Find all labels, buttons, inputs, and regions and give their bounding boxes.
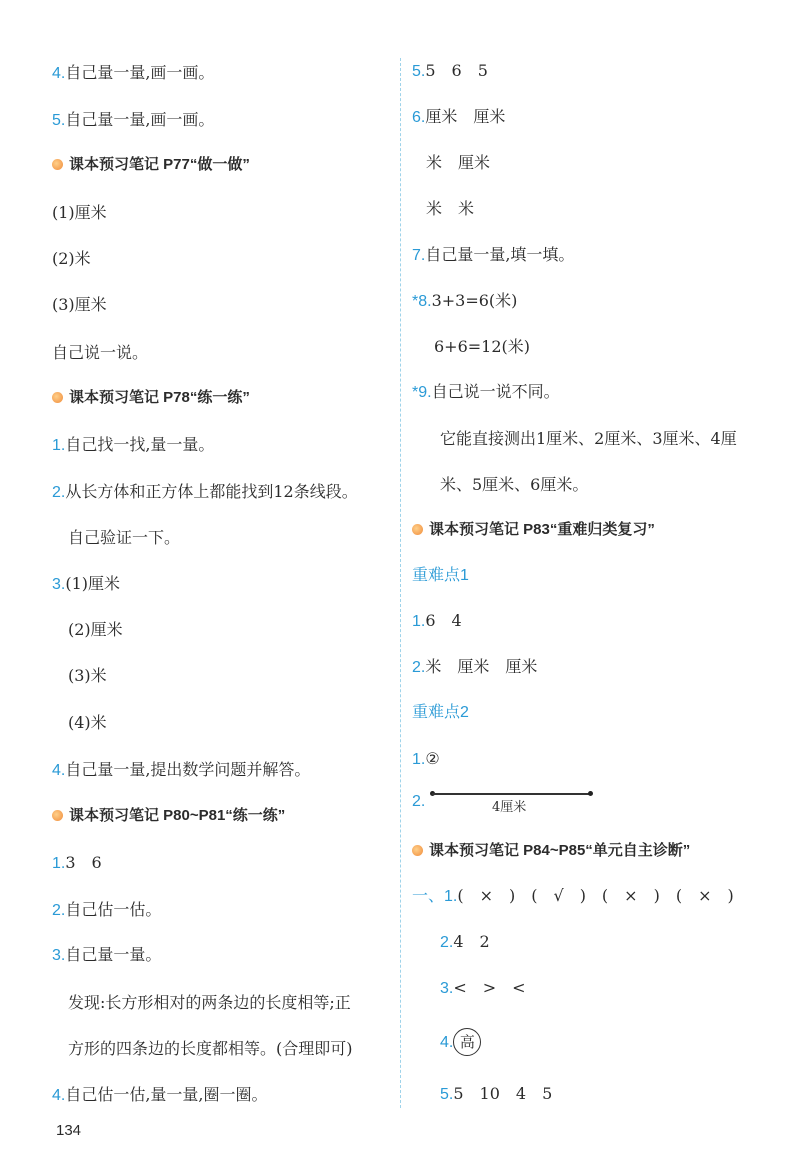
answer-line: 4. 高: [440, 1028, 481, 1056]
answer-line: (3)米: [68, 666, 107, 685]
answer-line: 3.自己量一量。: [52, 945, 162, 964]
answer-line: 7.自己量一量,填一填。: [412, 245, 575, 264]
answer-line: (1)厘米: [52, 203, 107, 222]
answer-line: (2)米: [52, 249, 91, 268]
answer-line: (2)厘米: [68, 620, 123, 639]
answer-line: *9.自己说一说不同。: [412, 382, 560, 401]
sub-heading: 重难点2: [412, 704, 469, 721]
sub-heading: 重难点1: [412, 567, 469, 584]
section-heading: 课本预习笔记 P77“做一做”: [52, 154, 250, 176]
answer-line: 2.米 厘米 厘米: [412, 657, 538, 676]
answer-line: 4.自己量一量,提出数学问题并解答。: [52, 760, 311, 779]
answer-line: 米 厘米: [426, 153, 491, 172]
answer-line: 2.自己估一估。: [52, 900, 162, 919]
bullet-icon: [52, 810, 63, 821]
segment-endpoint: [588, 791, 593, 796]
bullet-icon: [412, 845, 423, 856]
answer-line: 米 米: [426, 199, 475, 218]
answer-line: 发现:长方形相对的两条边的长度相等;正: [68, 993, 351, 1012]
answer-line: 3.< > <: [440, 978, 526, 997]
page-number: 134: [56, 1122, 82, 1139]
answer-line: 3.(1)厘米: [52, 574, 121, 593]
circled-answer: 高: [453, 1028, 481, 1056]
section-heading: 课本预习笔记 P80~P81“练一练”: [52, 805, 285, 827]
answer-line: (4)米: [68, 713, 107, 732]
answer-line: 5.5 6 5: [412, 61, 488, 80]
section-heading: 课本预习笔记 P78“练一练”: [52, 387, 250, 409]
section-heading: 课本预习笔记 P84~P85“单元自主诊断”: [412, 840, 690, 862]
answer-line: 1.6 4: [412, 611, 462, 630]
bullet-icon: [52, 159, 63, 170]
answer-line: 4.自己量一量,画一画。: [52, 63, 215, 82]
answer-line: 它能直接测出1厘米、2厘米、3厘米、4厘: [440, 429, 737, 448]
section-heading: 课本预习笔记 P83“重难归类复习”: [412, 519, 655, 541]
answer-line: 1.自己找一找,量一量。: [52, 435, 215, 454]
answer-line: 4.自己估一估,量一量,圈一圈。: [52, 1085, 268, 1104]
bullet-icon: [412, 524, 423, 535]
answer-line: 2.从长方体和正方体上都能找到12条线段。: [52, 482, 358, 501]
answer-line: 5.自己量一量,画一画。: [52, 110, 215, 129]
answer-line: 方形的四条边的长度都相等。(合理即可): [68, 1039, 353, 1058]
answer-line: 1.②: [412, 749, 440, 768]
answer-line: 1.3 6: [52, 853, 102, 872]
answer-line: 2.: [412, 793, 426, 810]
bullet-icon: [52, 392, 63, 403]
answer-line: 5.5 10 4 5: [440, 1084, 553, 1103]
answer-line: 自己说一说。: [52, 343, 149, 362]
answer-line: *8.3+3=6(米): [412, 291, 518, 310]
answer-line: 米、5厘米、6厘米。: [440, 475, 589, 494]
column-divider: [400, 58, 401, 1108]
answer-line: (3)厘米: [52, 295, 107, 314]
answer-line: 一、1.( × ) ( √ ) ( × ) ( × ): [412, 886, 734, 905]
answer-line: 自己验证一下。: [68, 528, 181, 547]
segment-label: 4厘米: [492, 800, 527, 815]
answer-line: 6+6=12(米): [434, 337, 531, 356]
answer-line: 6.厘米 厘米: [412, 107, 506, 126]
line-segment: [432, 793, 590, 795]
answer-line: 2.4 2: [440, 932, 490, 951]
